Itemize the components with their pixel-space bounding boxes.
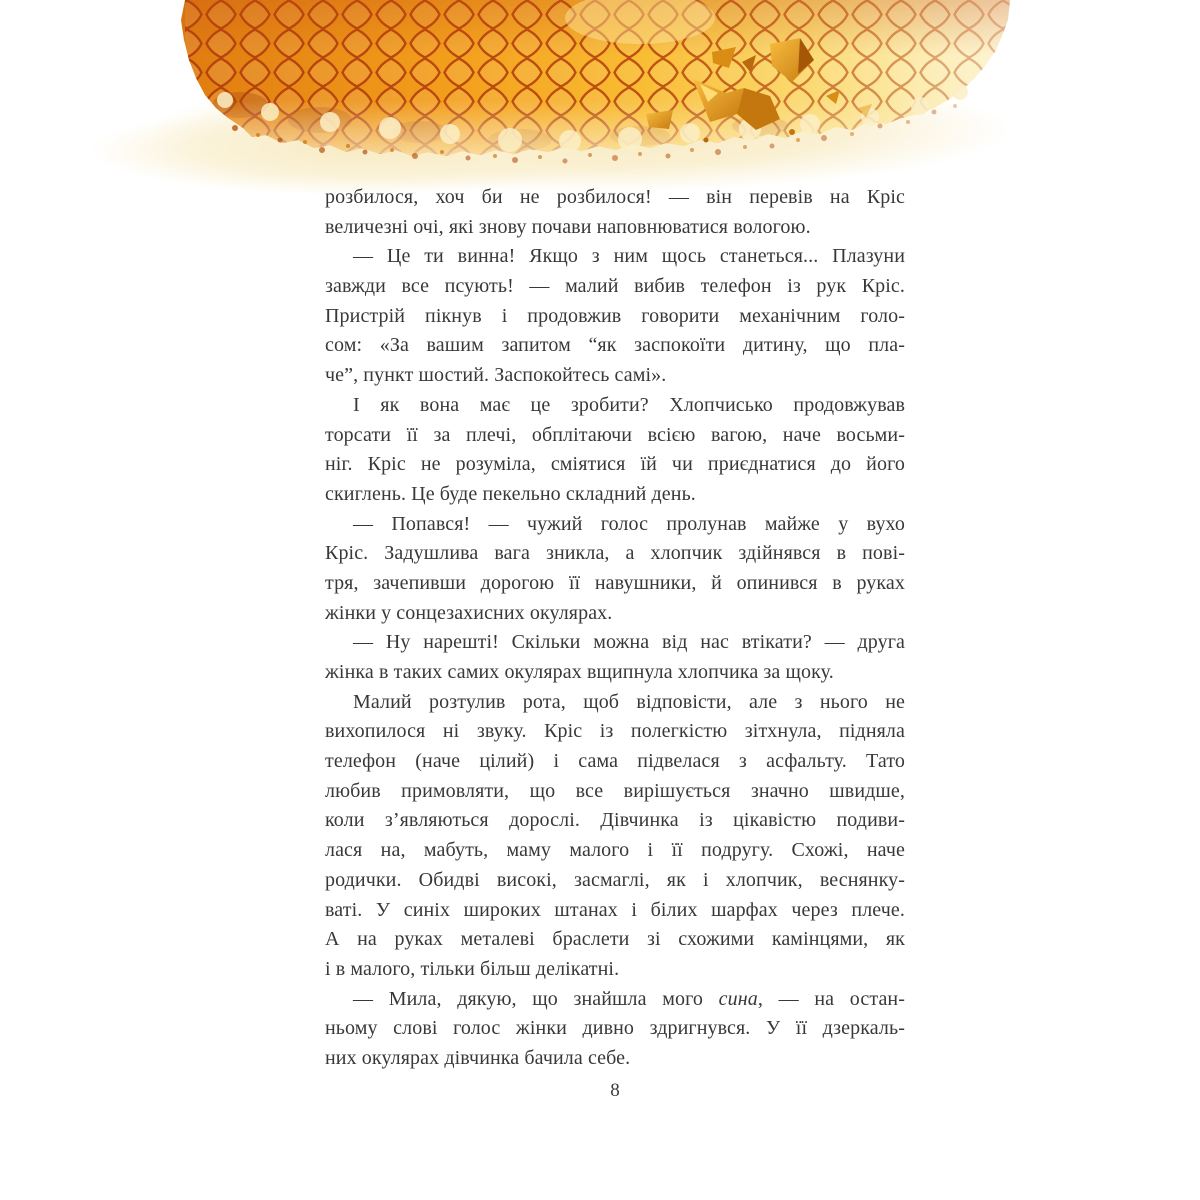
text-line: — Це ти винна! Якщо з ним щось станеться... Плазуни [353,245,905,268]
paragraph [325,391,905,510]
text-line: завжди все псують! — малий вибив телефон із рук Кріс. [325,275,905,298]
text-line: Кріс. Задушлива вага зникла, а хлопчик здійнявся в пові- [325,542,905,565]
header-art [0,0,1200,200]
text-line: тря, зачепивши дорогою її навушники, й опинився в руках [325,571,905,594]
text-line: А на руках металеві браслети зі схожими камінцями, як [325,928,905,951]
text-line: І як вона має це зробити? Хлопчисько продовжував [353,393,905,416]
text-line: ньому слові голос жінки дивно здригнувся. У її дзеркаль- [325,1017,905,1040]
paragraph [325,985,905,1074]
text-line: любив примовляти, що все вирішується значно швидше, [325,779,905,802]
text-line: родички. Обидві високі, засмаглі, як і хлопчик, веснянку- [325,868,905,891]
text-line: телефон (наче цілий) і сама підвелася з асфальту. Тато [325,750,905,773]
text-line: Пристрій пікнув і продовжив говорити механічним голо- [325,304,905,327]
text-line: — Попався! — чужий голос пролунав майже у вухо [353,512,905,535]
text-line: і в малого, тільки більш делікатні. [325,957,620,980]
text-line: коли з’являються дорослі. Дівчинка із цікавістю подиви- [325,809,905,832]
text-line: жінка в таких самих окулярах вщипнула хлопчика за щоку. [325,661,834,683]
text-line: ваті. У синіх широких штанах і білих шарфах через плече. [325,898,905,921]
text-line: — Мила, дякую, що знайшла мого сина, — на остан- [353,987,905,1010]
text-line: Малий розтулив рота, щоб відповісти, але з нього не [353,690,905,713]
paragraph [325,183,905,242]
text-line: вихопилося ні звуку. Кріс із полегкістю зітхнула, підняла [325,720,905,743]
text-line: — Ну нарешті! Скільки можна від нас втікати? — друга [353,631,905,654]
text-line: них окулярах дівчинка бачила себе. [325,1046,631,1069]
italic-word: сина [718,987,758,1010]
text-line: сом: «За вашим запитом “як заспокоїти дитину, що пла- [325,334,905,357]
golden-scales-banner [0,0,1200,200]
text-line: лася на, мабуть, маму малого і її подругу. Схожі, наче [325,839,905,862]
paragraph [325,242,905,390]
text-line: торсати її за плечі, обплітаючи всією вагою, наче восьми- [325,423,905,446]
text-line: жінки у сонцезахисних окулярах. [325,601,613,624]
paragraph [325,628,905,687]
text-line: ніг. Кріс не розуміла, сміятися їй чи приєднатися до його [325,453,905,476]
text-line: величезні очі, які знову почави наповнюватися вологою. [325,215,811,238]
paragraph [325,510,905,629]
text-line: скиглень. Це буде пекельно складний день. [325,482,696,505]
text-line: розбилося, хоч би не розбилося! — він перевів на Кріс [325,186,905,208]
paragraph [325,688,905,985]
page-text [325,183,905,1074]
page-number: 8 [610,1080,620,1101]
text-line: че”, пункт шостий. Заспокойтесь самі». [325,364,667,387]
